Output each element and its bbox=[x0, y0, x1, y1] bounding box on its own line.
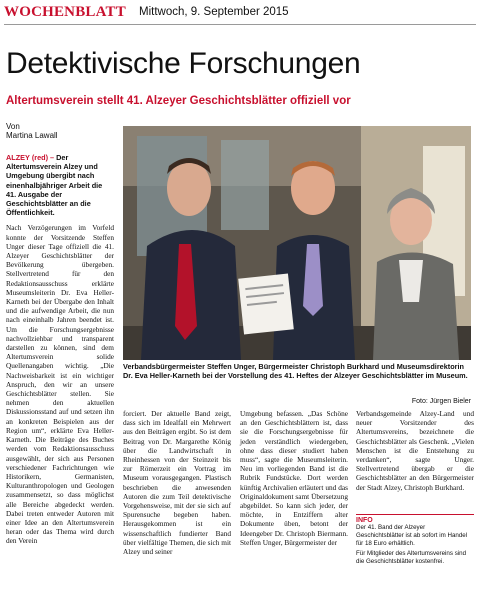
lead-text: Der Altertumsverein Alzey und Umgebung übergibt nach einenhalbjähriger Arbeit die 41. Ausgabe der Geschichtsblätter an die Öffentlichkeit. bbox=[6, 153, 103, 218]
info-line-2: Für Mitglieder des Altertumsvereins sind die Geschichtsblätter kostenfrei. bbox=[356, 550, 467, 566]
byline bbox=[6, 122, 58, 140]
headline: Detektivische Forschungen bbox=[6, 47, 361, 80]
info-box bbox=[356, 514, 474, 568]
info-label: INFO bbox=[356, 517, 373, 524]
byline-author: Martina Lawall bbox=[6, 131, 58, 140]
column-2-text: forciert. Der aktuelle Band zeigt, dass sich im Idealfall ein Mehrwert aus den Beiträgen ergibt. So ist dem Beitrag von Dr. Margarethe König über die Landwirtschaft in Rheinhessen von der Steinzeit bis zur Römerzeit ein Vortrag im Museum vorausgegangen. Plastisch beschrieben die anwesenden Autoren die zum Teil detektivische Vorgehensweise, mit der sie sich auf Spurensuche begeben haben. Herausgekommen ist ein wissenschaftlich fundierter Band über vielfältige Themen, die sich mit Alzey und seiner bbox=[123, 409, 231, 557]
photo-credit: Foto: Jürgen Bieler bbox=[411, 398, 471, 405]
photo-caption: Verbandsbürgermeister Steffen Unger, Bürgermeister Christoph Burkhard und Museumsdirektorin Dr. Eva Heller-Karneth bei der Vorstellung des 41. Heftes der Alzeyer Geschichtsblätter im Museum. bbox=[123, 362, 468, 380]
masthead bbox=[4, 4, 476, 25]
newspaper-brand: WOCHENBLATT bbox=[4, 4, 126, 20]
info-line-1: Der 41. Band der Alzeyer Geschichtsblätter ist ab sofort im Handel für 18 Euro erhältlich. bbox=[356, 524, 468, 548]
lead-place: ALZEY (red) – bbox=[6, 153, 55, 162]
column-3 bbox=[240, 409, 348, 547]
column-2 bbox=[123, 409, 231, 556]
article-photo bbox=[123, 126, 471, 360]
column-1 bbox=[6, 153, 114, 546]
subheadline: Altertumsverein stellt 41. Alzeyer Geschichtsblätter offiziell vor bbox=[6, 95, 351, 107]
column-4-text: Verbandsgemeinde Alzey-Land und neuer Vorsitzender des Altertumsvereins, bezeichnete die Geschichtsblätter als Geschenk. „Vielen Menschen ist die Entstehung zu verdanken“, sagte Unger. Stellvertretend übergab er die Geschichtsblätter an den Bürgermeister der Stadt Alzey, Christoph Burkhard. bbox=[356, 409, 474, 492]
column-4 bbox=[356, 409, 474, 492]
column-1-text: Nach Verzögerungen im Vorfeld konnte der Vorsitzende Steffen Unger dieser Tage offiziell die 41. Alzeyer Geschichtsblätter der Bevölkerung übergeben. Stellvertretend für den Redaktionsausschuss erklärte Museumsleiterin Dr. Eva Heller-Karneth bei der Übergabe den Inhalt und die aufwendige Arbeit, die nun nach eineinhalb Jahren beendet ist. Um die Forschungsergebnisse nachvollziehbar und transparent darstellen zu können, sind dem Altertumsverein solide Quellenangaben wichtig. „Die Nachweisbarkeit ist ein wichtiger Anspruch, den wir an unsere Geschichtsblätter stellen. Sie nehmen den aktuellen Diskussionsstand auf und setzen ihn an konkreten Beispielen aus der Region um“, erklärte Eva Heller-Karneth. Die Beiträge des Buches werden vom Redaktionsausschuss ausgewählt, der sich aus Personen verschiedener Fachrichtungen wie Historikern, Germanisten, Kulturanthropologen und Geologen zusammensetzt, so dass möglichst alle Bereiche abgedeckt werden. Dabei treten entweder Autoren mit einer Idee an den Altertumsverein heran oder das Thema wird durch den Verein bbox=[6, 223, 114, 546]
lead-paragraph bbox=[6, 153, 114, 217]
info-text bbox=[356, 524, 474, 566]
byline-prefix: Von bbox=[6, 122, 20, 131]
column-3-text: Umgebung befassen. „Das Schöne an den Geschichtsblättern ist, dass sie die Forschungsergebnisse für jeden verständlich wiedergeben, ohne dass dieser studiert haben muss“, sagte die Museumsleiterin. Neu im vorliegenden Band ist die Rubrik Fundstücke. Dort werden künftig Archivalien erläutert und das Originaldokument samt Übersetzung abgebildet. So kann sich jeder, der möchte, in Entziffern alter Dokumente üben, betont der Ideengeber Dr. Christoph Biermann. Steffen Unger, Bürgermeister der bbox=[240, 409, 348, 547]
issue-date: Mittwoch, 9. September 2015 bbox=[139, 6, 289, 18]
photo-illustration bbox=[123, 126, 471, 360]
